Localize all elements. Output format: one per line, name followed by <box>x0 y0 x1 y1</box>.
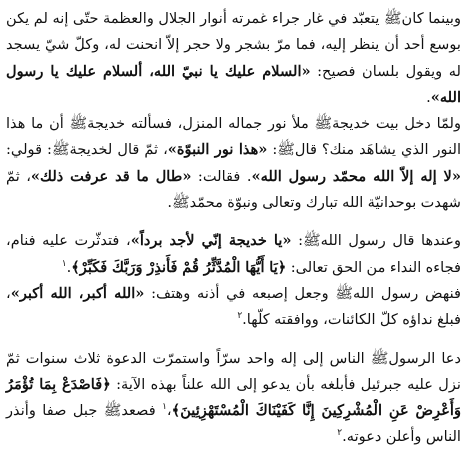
quote-shahada: «لا إله إلاّ الله محمّد رسول الله» <box>251 167 461 185</box>
text-segment: . <box>426 88 431 106</box>
text-segment: . <box>66 258 72 276</box>
text-segment: ولمّا دخل بيت خديجةﷺ ملأ نور جماله المنزل، فسألته خديجةﷺ أن ما هذا النور الذي يشاهَد منك؟ قالﷺ: <box>6 115 461 159</box>
paragraph-2 <box>6 111 461 216</box>
text-segment: وبينما كانﷺ يتعبّد في غار جراء غمرته أنوار الجلال والعظمة حتّى إنه لم يكن بوسع أحد أن ينظر إليه، فما مرّ بشجر ولا حجر إلاّ انحنت له، وكلّ شيّ يسجد له ويقول بلسان فصيح: <box>6 10 461 80</box>
paragraph-5 <box>6 346 461 451</box>
footnote-marker: ٢ <box>237 311 243 322</box>
text-segment: ، <box>166 402 172 420</box>
footnote-marker: ١ <box>162 402 167 413</box>
text-segment: ، فتدثّرت عليه فنام، فجاءه النداء من الحق تعالى: <box>6 232 461 276</box>
quran-verse-muddaththir: ﴿يَا أَيُّهَا الْمُدَّثِّرُ قُمْ فَأَنذِرْ وَرَبَّكَ فَكَبِّرْ﴾ <box>71 258 287 276</box>
paragraph-3 <box>6 228 461 281</box>
quran-verse-hijr: ﴿فَاصْدَعْ بِمَا تُؤْمَرُ وَأَعْرِضْ عَنِ الْمُشْرِكِينَ إِنَّا كَفَيْنَاكَ الْمُسْتَهْزِئِينَ﴾ <box>6 375 462 420</box>
text-segment: . فقالت: <box>191 167 252 185</box>
text-segment: ، ثمّ شهدت بوحدانيّة الله تبارك وتعالى ونبوّة محمّدﷺ. <box>6 167 461 212</box>
quote-greeting: «السلام عليك يا نبيّ الله، ألسلام عليك يا رسول الله» <box>6 62 461 106</box>
text-segment: ، فبلغ نداؤه كلّ الكائنات، ووافقته كلّها. <box>6 284 461 329</box>
quote-takbir: «الله أكبر، الله أكبر» <box>10 284 145 302</box>
footnote-marker: ٢ <box>337 428 343 439</box>
quote-cold: «يا خديجة إنّي لأجد برداً» <box>130 232 292 250</box>
quote-khadija-reply: «طال ما قد عرفت ذلك» <box>30 167 192 185</box>
text-segment: فصعدﷺ جبل صفا وأنذر الناس وأعلن دعوته. <box>6 402 461 446</box>
text-segment: ، ثمّ قال لخديجةﷺ: قولي: <box>6 141 168 159</box>
paragraph-4 <box>6 281 461 334</box>
footnote-marker: ١ <box>61 258 67 269</box>
paragraph-1 <box>6 6 461 111</box>
text-segment: وعندها قال رسول اللهﷺ: <box>291 232 461 250</box>
quote-light-of-prophethood: «هذا نور النبوّة» <box>167 141 268 159</box>
text-segment: فنهض رسول اللهﷺ وجعل إصبعه في أذنه وهتف: <box>144 284 462 302</box>
text-segment: دعا الرسولﷺ الناس إلى إله واحد سرّاً واستمرّت الدعوة ثلاث سنوات ثمّ نزل عليه جبرئيل فأبلغه بأن يدعو إلى الله علناً بهذه الآية: <box>6 349 461 393</box>
